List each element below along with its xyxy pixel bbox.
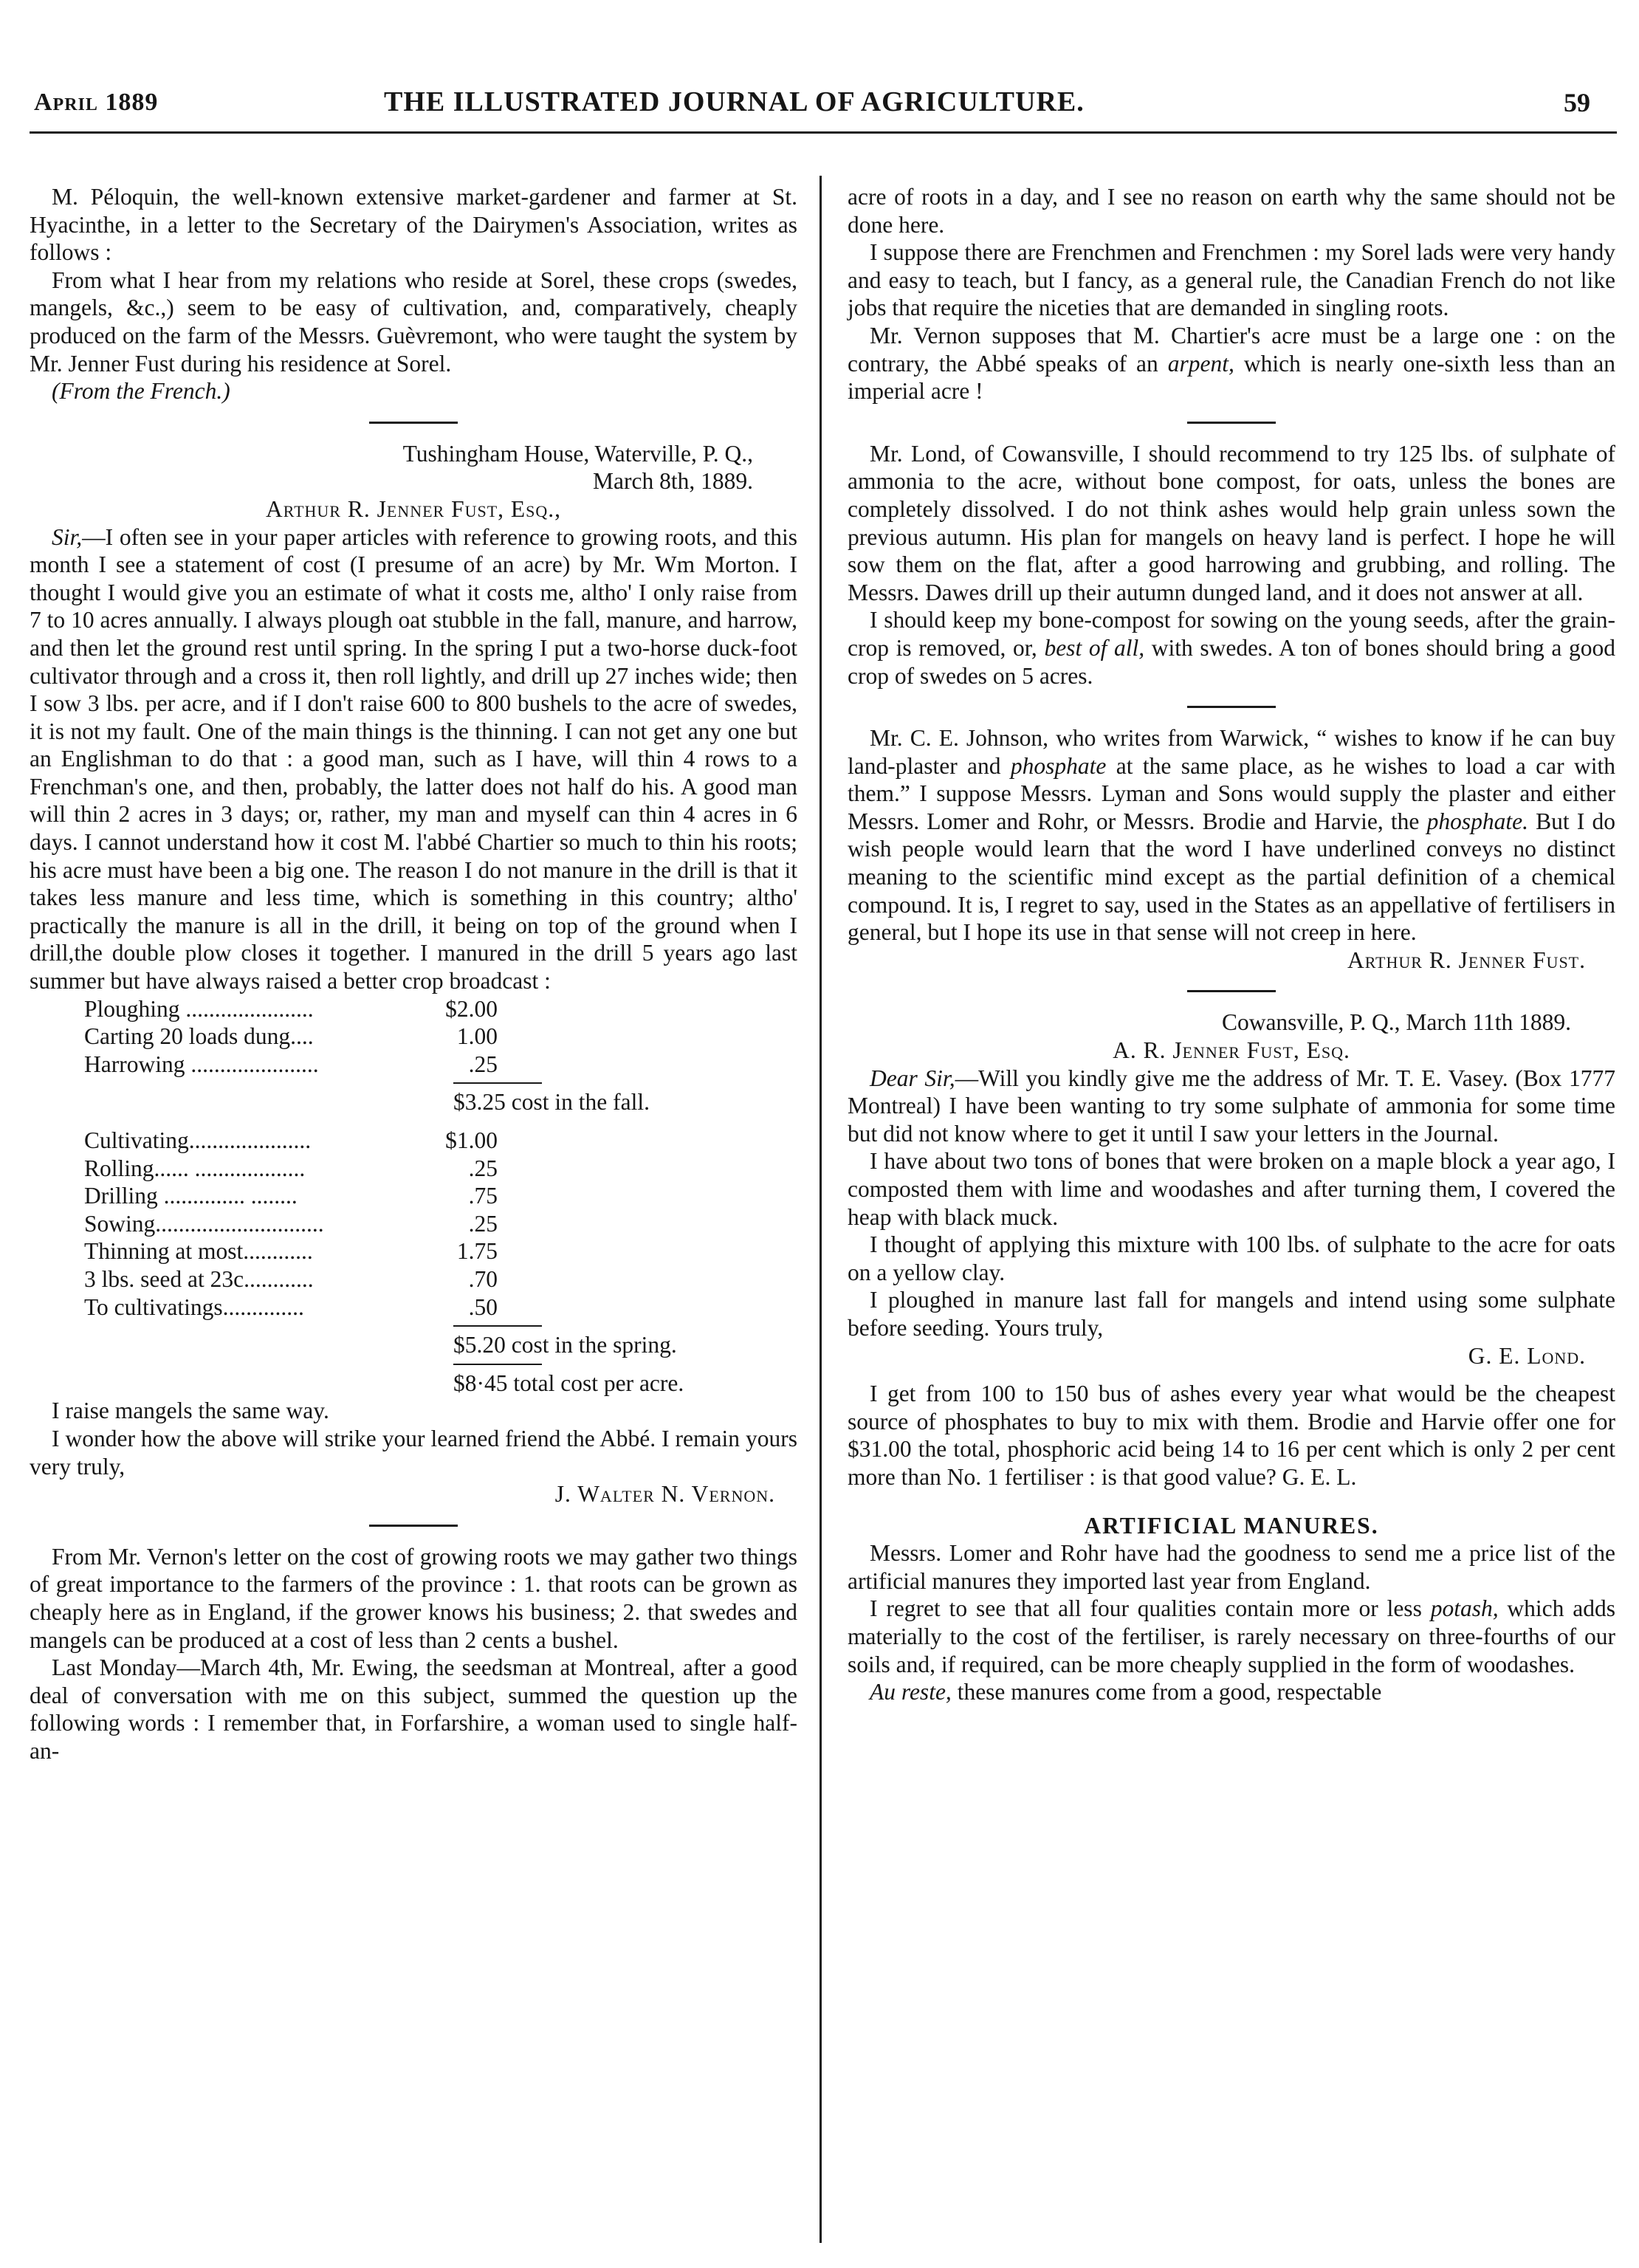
ewing-paragraph: Last Monday—March 4th, Mr. Ewing, the seedsman at Montreal, after a good deal of conversation with me on this subject, summed the question up the following words : I remember that, in Forfarshire, a woman used to single half-an-: [30, 1654, 797, 1764]
section-separator: [369, 422, 458, 424]
cost-row: [84, 1023, 498, 1051]
cost-value: .75: [468, 1183, 498, 1209]
fall-total: $3.25 cost in the fall.: [453, 1089, 650, 1116]
cost-label: Ploughing ......................: [84, 995, 314, 1022]
column-divider: [820, 176, 822, 2243]
cost-row: [84, 1210, 498, 1238]
subtotal-rule: [453, 1364, 542, 1365]
text-run: I should keep my bone-compost for sowing on the young seeds, after the grain-crop is removed, or,: [848, 607, 1615, 661]
potash-paragraph: [848, 1595, 1615, 1678]
emphasis: Au reste,: [870, 1679, 952, 1705]
lond-letter-text: I have about two tons of bones that were broken on a maple block a year ago, I composted them with lime and woodashes and after turning them, I covered the heap with black muck.: [848, 1148, 1615, 1230]
section-separator: [1187, 422, 1276, 424]
lond-letter-place: Cowansville, P. Q., March 11th 1889.: [1221, 1009, 1571, 1036]
emphasis: best of all,: [1044, 634, 1145, 661]
page-number: 59: [1564, 88, 1590, 117]
header-date: April 1889: [34, 89, 159, 116]
cost-row: [84, 995, 498, 1023]
johnson-paragraph: [848, 724, 1615, 946]
emphasis: phosphate.: [1426, 808, 1528, 834]
ashes-paragraph: I get from 100 to 150 bus of ashes every year what would be the cheapest source of phosphates to buy to mix with them. Brodie and Harvie offer one for $31.00 the total, phosphoric acid being 14 to 16 per cent which is only 2 per cent more than No. 1 fertiliser : is that good value? G. E. L.: [848, 1381, 1615, 1490]
subtotal-rule: [453, 1082, 542, 1084]
grand-total: $8·45 total cost per acre.: [453, 1370, 684, 1396]
cost-row: [84, 1265, 498, 1293]
text-run: Mr. Vernon supposes that M. Chartier's acre must be a large one : on the contrary, the Abbé speaks of an: [848, 322, 1615, 377]
journal-title: THE ILLUSTRATED JOURNAL OF AGRICULTURE.: [384, 86, 1085, 117]
fall-cost-table: [30, 995, 797, 1127]
arpent-paragraph: [848, 322, 1615, 405]
cost-value: .50: [468, 1293, 498, 1320]
text-run: which adds materially to the cost of the fertiliser, is rarely necessary on three-fourths of our soils and, if required, can be more cheaply supplied in the form of woodashes.: [848, 1595, 1615, 1677]
letter-place: Tushingham House, Waterville, P. Q.,: [402, 440, 753, 467]
emphasis: arpent,: [1167, 350, 1234, 377]
lond-reply: Mr. Lond, of Cowansville, I should recommend to try 125 lbs. of sulphate of ammonia to the acre, without bone compost, for oats, unless the bones are completely dissolved. I do not think ashes would help grain unless sown the previous autumn. His plan for mangels on heavy land is perfect. I hope he will sow them on the flat, after a good harrowing and grubbing, and rolling. The Messrs. Dawes drill up their autumn dunged land, and it does not answer at all.: [848, 440, 1615, 605]
emphasis: potash,: [1430, 1595, 1499, 1622]
vernon-signature: J. Walter N. Vernon.: [554, 1481, 775, 1508]
bone-compost-paragraph: [848, 606, 1615, 690]
header-rule: [30, 131, 1617, 134]
section-separator: [1187, 706, 1276, 708]
lond-letter-text: I thought of applying this mixture with 100 lbs. of sulphate to the acre for oats on a yellow clay.: [848, 1231, 1615, 1285]
cost-label: Thinning at most............: [84, 1238, 313, 1265]
lond-letter-addressee: A. R. Jenner Fust, Esq.: [1113, 1037, 1350, 1064]
cost-row: [84, 1237, 498, 1265]
spring-total: $5.20 cost in the spring.: [453, 1332, 677, 1358]
text-run: with swedes. A ton of bones should bring a good crop of swedes on 5 acres.: [848, 634, 1616, 689]
emphasis: phosphate: [1010, 752, 1107, 779]
cost-value: 1.75: [456, 1238, 498, 1265]
right-column: [848, 183, 1615, 1706]
cost-label: 3 lbs. seed at 23c............: [84, 1265, 314, 1292]
cost-label: Harrowing ......................: [84, 1051, 319, 1077]
cost-row: [84, 1293, 498, 1322]
cost-label: Drilling .............. ........: [84, 1183, 298, 1209]
peloquin-quote: From what I hear from my relations who reside at Sorel, these crops (swedes, mangels, &c.,) seem to be easy of cultivation, and, comparatively, cheaply produced on the farm of the Messrs. Guèvremont, who were taught the system by Mr. Jenner Fust during his residence at Sorel.: [30, 267, 797, 377]
cost-label: To cultivatings..............: [84, 1293, 304, 1320]
section-separator: [1187, 990, 1276, 992]
text-run: at the same place, as he wishes to load a car with them.” I suppose Messrs. Lyman and Sons would supply the plaster and either Messrs. Lomer and Rohr, or Messrs. Brodie and Harvie, the: [848, 752, 1616, 834]
cost-value: .70: [468, 1265, 498, 1292]
cost-label: Carting 20 loads dung....: [84, 1023, 314, 1050]
continued-paragraph: acre of roots in a day, and I see no reason on earth why the same should not be done here.: [848, 184, 1615, 238]
text-run: —Will you kindly give me the address of Mr. T. E. Vasey. (Box 1777 Montreal) I have been wanting to try some sulphate of ammonia for some time but did not know where to get it until I saw your letters in the Journal.: [848, 1065, 1615, 1147]
frenchmen-paragraph: I suppose there are Frenchmen and Frenchmen : my Sorel lads were very handy and easy to teach, but I fancy, as a general rule, the Canadian French do not like jobs that require the niceties that are demanded in singling roots.: [848, 239, 1615, 321]
vernon-commentary: From Mr. Vernon's letter on the cost of growing roots we may gather two things of great importance to the farmers of the province : 1. that roots can be grown as cheaply here as in England, if the grower knows his business; 2. that swedes and mangels can be produced at a cost of less than 2 cents a bushel.: [30, 1543, 797, 1653]
cost-value: $2.00: [445, 995, 498, 1022]
text-run: these manures come from a good, respectable: [951, 1679, 1382, 1705]
lomer-paragraph: Messrs. Lomer and Rohr have had the goodness to send me a price list of the artificial manures they imported last year from England.: [848, 1540, 1615, 1594]
cost-label: Sowing.............................: [84, 1210, 324, 1237]
cost-row: [84, 1155, 498, 1183]
cost-value: .25: [468, 1051, 498, 1077]
cost-value: .25: [468, 1155, 498, 1181]
lond-letter-text: [848, 1065, 1615, 1148]
cost-row: [84, 1182, 498, 1210]
letter-body: [30, 523, 797, 995]
text-run: Mr. C. E. Johnson, who writes from Warwick, “ wishes to know if he can buy land-plaster and: [848, 725, 1615, 779]
lond-signature: G. E. Lond.: [1468, 1342, 1586, 1369]
left-column: [30, 183, 797, 1764]
letter-date: March 8th, 1889.: [593, 468, 753, 495]
subtotal-rule: [453, 1325, 542, 1327]
final-paragraph: [848, 1678, 1615, 1706]
lond-letter-text: I ploughed in manure last fall for mangels and intend using some sulphate before seeding. Yours truly,: [848, 1287, 1615, 1341]
cost-value: 1.00: [456, 1023, 498, 1050]
salutation: Dear Sir,: [870, 1065, 955, 1091]
mangels-note: I raise mangels the same way.: [52, 1398, 329, 1424]
text-run: But I do wish people would learn that the word I have underlined conveys no distinct meaning to the scientific mind except as the partial definition of a chemical compound. It is, I regret to say, used in the States as an appellative of fertilisers in general, but I hope its use in that sense will not creep in here.: [848, 808, 1615, 946]
text-run: I regret to see that all four qualities contain more or less: [870, 1595, 1431, 1622]
text-run: which is nearly one-sixth less than an imperial acre !: [848, 350, 1615, 405]
translation-note: (From the French.): [52, 378, 230, 405]
cost-value: $1.00: [445, 1127, 498, 1153]
letter-text: —I often see in your paper articles with reference to growing roots, and this month I see a statement of cost (I presume of an acre) by Mr. Wm Morton. I thought I would give you an estimate of what it costs me, altho' I only raise from 7 to 10 acres annually. I always plough oat stubble in the fall, manure, and harrow, and then let the ground rest until spring. In the spring I put a two-horse duck-foot cultivator through and a cross it, then roll lightly, and drill up 27 inches wide; then I sow 3 lbs. per acre, and if I don't raise 600 to 800 bushels to the acre of swedes, it is not my fault. One of the main things is the thinning. I can not get any one but an Englishman to do that : a good man, such as I have, will thin 4 rows to a Frenchman's one, and then, probably, the latter does not half do his. A good man will thin 2 acres in 3 days; or, rather, my man and myself can thin 4 acres in 6 days. I cannot understand how it cost M. l'abbé Chartier so much to thin his roots; his acre must have been a big one. The reason I do not manure in the drill is that it takes less manure and less time, which is something in this country; altho' practically the manure is all in the drill, it being on top of the ground when I drill,the double plow closes it together. I manured in the drill 5 years ago last summer but have always raised a better crop broadcast :: [30, 523, 797, 994]
cost-row: [84, 1051, 498, 1079]
spring-cost-table: [30, 1127, 797, 1397]
letter-addressee: Arthur R. Jenner Fust, Esq.,: [265, 495, 562, 522]
artificial-manures-heading: ARTIFICIAL MANURES.: [1084, 1512, 1379, 1539]
salutation: Sir,: [52, 523, 83, 550]
cost-label: Rolling...... ...................: [84, 1155, 306, 1181]
letter-closing: I wonder how the above will strike your learned friend the Abbé. I remain yours very truly,: [30, 1425, 797, 1480]
fust-signature: Arthur R. Jenner Fust.: [1347, 946, 1586, 973]
cost-value: .25: [468, 1210, 498, 1237]
cost-row: [84, 1127, 498, 1155]
section-separator: [369, 1525, 458, 1527]
cost-label: Cultivating.....................: [84, 1127, 312, 1153]
peloquin-intro: M. Péloquin, the well-known extensive market-gardener and farmer at St. Hyacinthe, in a letter to the Secretary of the Dairymen's Association, writes as follows :: [30, 184, 797, 266]
